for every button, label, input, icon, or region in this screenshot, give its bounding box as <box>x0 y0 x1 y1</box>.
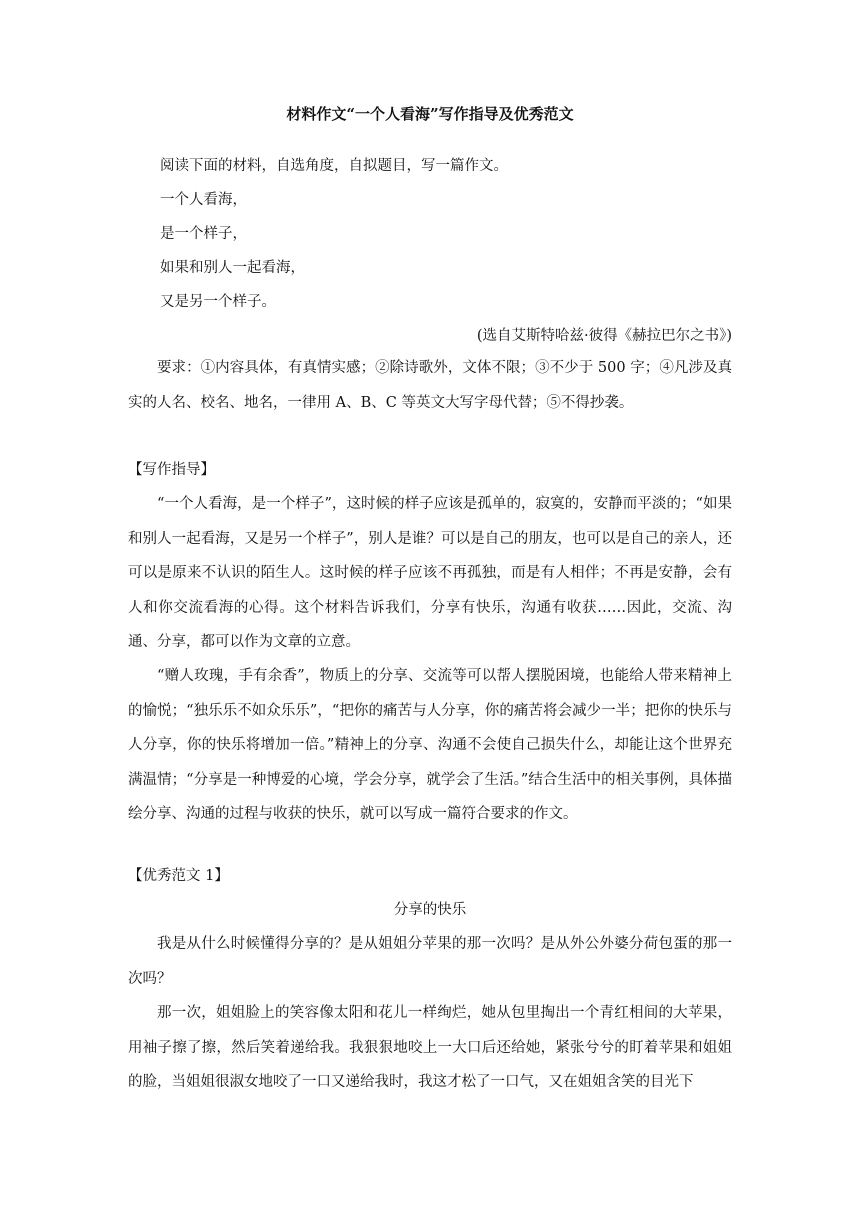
guide-paragraph: “一个人看海，是一个样子”，这时候的样子应该是孤单的，寂寞的，安静而平淡的；“如果和别人一起看海，又是另一个样子”，别人是谁？可以是自己的朋友，也可以是自己的亲人，还可以是原来不认识的陌生人。这时候的样子应该不再孤独，而是有人相伴；不再是安静，会有人和你交流看海的心得。这个材料告诉我们，分享有快乐，沟通有收获……因此，交流、沟通、分享，都可以作为文章的立意。 <box>128 496 732 650</box>
sample-title: 分享的快乐 <box>393 902 467 918</box>
poem-line: 是一个样子， <box>160 226 247 242</box>
source-citation: (选自艾斯特哈兹·彼得《赫拉巴尔之书》) <box>476 328 732 344</box>
guide-heading: 【写作指导】 <box>128 462 215 478</box>
document-title: 材料作文“一个人看海”写作指导及优秀范文 <box>286 105 574 123</box>
sample-paragraph: 那一次，姐姐脸上的笑容像太阳和花儿一样绚烂，她从包里掏出一个青红相间的大苹果，用袖子擦了擦，然后笑着递给我。我狠狠地咬上一大口后还给她，紧张兮兮的盯着苹果和姐姐的脸，当姐姐很淑女地咬了一口又递给我时，我这才松了一口气，又在姐姐含笑的目光下 <box>128 1005 732 1090</box>
poem-line: 如果和别人一起看海， <box>160 260 305 276</box>
guide-paragraph: “赠人玫瑰，手有余香”，物质上的分享、交流等可以帮人摆脱困境，也能给人带来精神上的愉悦；“独乐乐不如众乐乐”，“把你的痛苦与人分享，你的痛苦将会减少一半；把你的快乐与人分享，你的快乐将增加一倍。”精神上的分享、沟通不会使自己损失什么，却能让这个世界充满温情；“分享是一种博爱的心境，学会分享，就学会了生活。”结合生活中的相关事例，具体描绘分享、沟通的过程与收获的快乐，就可以写成一篇符合要求的作文。 <box>128 668 732 822</box>
poem-line: 一个人看海， <box>160 192 247 208</box>
sample-paragraph: 我是从什么时候懂得分享的？是从姐姐分苹果的那一次吗？是从外公外婆分荷包蛋的那一次吗？ <box>128 936 732 987</box>
sample-heading: 【优秀范文 1】 <box>128 868 229 884</box>
prompt-text: 阅读下面的材料，自选角度，自拟题目，写一篇作文。 <box>160 158 508 174</box>
poem-line: 又是另一个样子。 <box>160 294 276 310</box>
requirements-text: 要求：①内容具体，有真情实感；②除诗歌外，文体不限；③不少于 500 字；④凡涉及真实的人名、校名、地名，一律用 A、B、C 等英文大写字母代替；⑤不得抄袭。 <box>128 360 732 411</box>
